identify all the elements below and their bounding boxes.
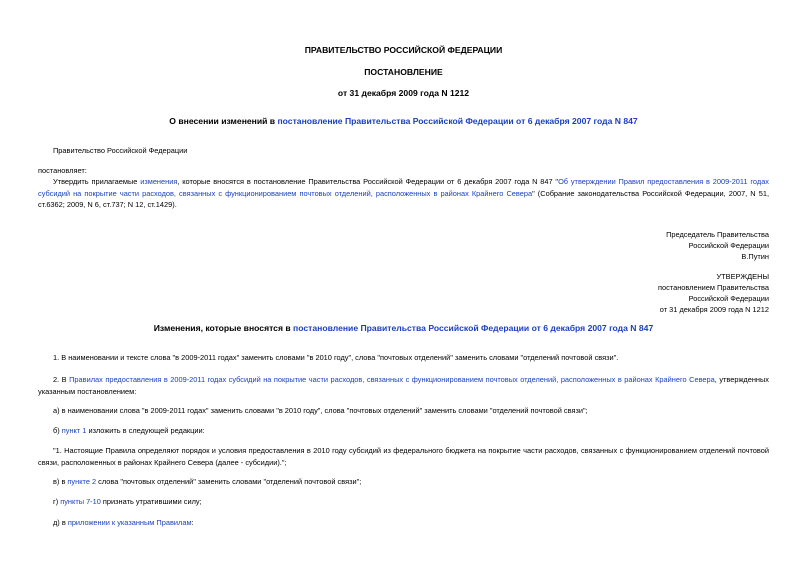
item-2-text: , утвержденных указанным постановлением: bbox=[38, 375, 769, 396]
approval-date: от 31 декабря 2009 года N 1212 bbox=[659, 305, 769, 314]
item-g-text: г) bbox=[53, 497, 61, 506]
signature-body: Российской Федерации bbox=[688, 241, 769, 250]
rules-link[interactable]: Правилах предоставления в 2009-2011 годах субсидий на покрытие части расходов, связанных с функционированием почтовых отделений, расположенных в районах Крайнего Севера bbox=[69, 375, 715, 384]
changes-title bbox=[0, 323, 807, 335]
item-d-text: : bbox=[191, 518, 194, 527]
preamble-decides: постановляет: bbox=[38, 166, 87, 175]
item-v-text: слова "почтовых отделений" заменить словами "отделений почтовой связи"; bbox=[96, 477, 362, 486]
preamble-body: Правительство Российской Федерации bbox=[53, 146, 188, 155]
document-title bbox=[0, 116, 807, 128]
preamble-text: Утвердить прилагаемые bbox=[53, 177, 141, 186]
preamble-text: " (Собрание законодательства Российской Федерации, 2007, N 51, ст.6362; 2009, N 6, ст.737; N 12, ст.1429). bbox=[38, 188, 769, 209]
title-prefix: О внесении изменений в bbox=[169, 116, 278, 126]
point-1-link[interactable]: пункт 1 bbox=[61, 426, 87, 435]
point-2-link[interactable]: пункте 2 bbox=[67, 477, 97, 486]
approval-line: постановлением Правительства bbox=[658, 283, 769, 292]
item-b bbox=[53, 425, 205, 437]
appendix-link[interactable]: приложении к указанным Правилам bbox=[67, 518, 192, 527]
item-1: 1. В наименовании и тексте слова "в 2009-2011 годах" заменить словами "в 2010 году", слова "почтовых отделений" заменить словами "отделений почтовой связи". bbox=[53, 353, 619, 362]
item-2 bbox=[38, 374, 769, 397]
rules-decree-link[interactable]: Об утверждении Правил предоставления в 2009-2011 годах субсидий на покрытие части расходов, связанных с функционированием почтовых отделений, расположенных в районах Крайнего Севера bbox=[38, 177, 769, 198]
approval-header: УТВЕРЖДЕНЫ bbox=[716, 272, 769, 281]
changes-link[interactable]: изменения bbox=[140, 177, 178, 186]
item-d-text: д) в bbox=[53, 518, 68, 527]
item-d bbox=[53, 517, 194, 529]
points-7-10-link[interactable]: пункты 7-10 bbox=[60, 497, 101, 506]
approval-line: Российской Федерации bbox=[688, 294, 769, 303]
signature-name: В.Путин bbox=[741, 252, 769, 261]
org-heading: ПРАВИТЕЛЬСТВО РОССИЙСКОЙ ФЕДЕРАЦИИ bbox=[304, 45, 503, 55]
item-v bbox=[53, 476, 361, 488]
preamble-paragraph bbox=[38, 176, 769, 211]
date-number-heading: от 31 декабря 2009 года N 1212 bbox=[337, 88, 470, 98]
item-quote: "1. Настоящие Правила определяют порядок и условия предоставления в 2010 году субсидий из федерального бюджета на покрытие части расходов, связанных с функционированием отделений почтовой связи, расположенных в районах Крайнего Севера (далее - субсидии)."; bbox=[38, 446, 769, 467]
title-decree-link[interactable]: постановление Правительства Российской Федерации от 6 декабря 2007 года N 847 bbox=[277, 116, 638, 126]
item-g-text: признать утратившими силу; bbox=[100, 497, 202, 506]
item-2-text: 2. В bbox=[53, 375, 70, 384]
item-a: а) в наименовании слова "в 2009-2011 годах" заменить словами "в 2010 году", слова "почтовых отделений" заменить словами "отделений почтовой связи"; bbox=[53, 406, 588, 415]
item-g bbox=[53, 496, 202, 508]
changes-title-link[interactable]: постановление Правительства Российской Федерации от 6 декабря 2007 года N 847 bbox=[293, 323, 654, 333]
item-b-text: изложить в следующей редакции: bbox=[86, 426, 205, 435]
doc-type-heading: ПОСТАНОВЛЕНИЕ bbox=[364, 67, 443, 77]
preamble-text: , которые вносятся в постановление Правительства Российской Федерации от 6 декабря 2007 года N 847 " bbox=[177, 177, 559, 186]
signature-position: Председатель Правительства bbox=[666, 230, 769, 239]
item-v-text: в) в bbox=[53, 477, 68, 486]
item-b-text: б) bbox=[53, 426, 62, 435]
changes-title-prefix: Изменения, которые вносятся в bbox=[153, 323, 294, 333]
